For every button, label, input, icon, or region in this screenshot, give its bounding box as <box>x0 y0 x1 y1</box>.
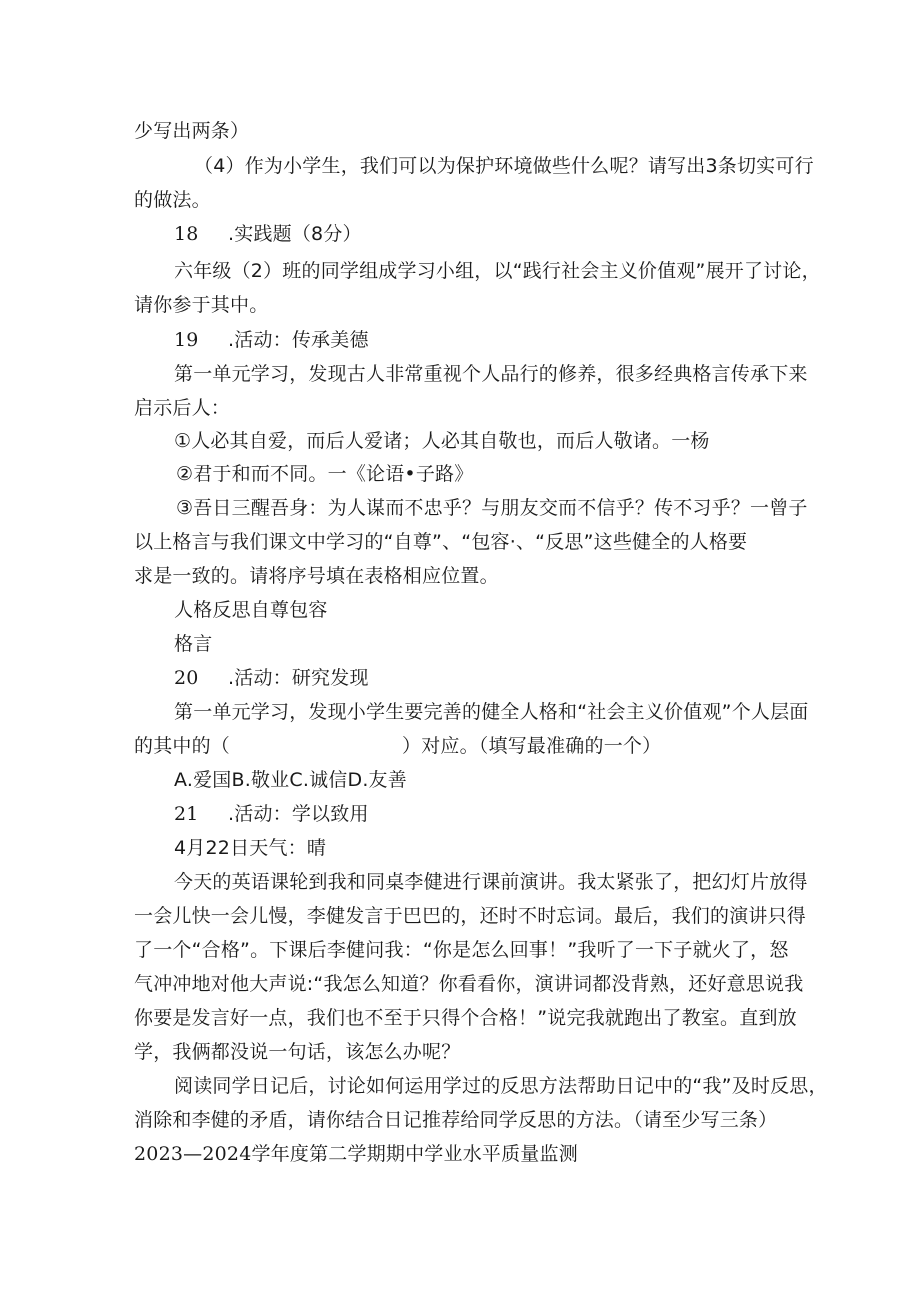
diary-line: 你要是发言好一点，我们也不至于只得个合格！”说完我就跑出了教室。直到放 <box>134 1007 797 1029</box>
text-line: 启示后人： <box>134 397 231 419</box>
diary-line: 气冲冲地对他大声说:“我怎么知道？你看看你，演讲词都没背熟，还好意思说我 <box>134 973 804 995</box>
text-line: 第一单元学习，发现小学生要完善的健全人格和“社会主义价值观”个人层面 <box>174 701 809 723</box>
maxim-1: ①人必其自爱，而后人爱诸；人必其自敬也，而后人敬诸。一杨 <box>174 430 710 452</box>
text-line: 的做法。 <box>134 189 211 211</box>
text-line: 少写出两条） <box>134 120 250 142</box>
question-title: .活动：传承美德 <box>228 329 369 351</box>
diary-line: 今天的英语课轮到我和同桌李健进行课前演讲。我太紧张了，把幻灯片放得 <box>174 871 808 893</box>
diary-line: 了一个“合格”。下课后李健问我：“你是怎么回事！”我听了一下子就火了，怒 <box>134 939 789 961</box>
question-number: 19 <box>174 329 199 351</box>
diary-line: 学，我俩都没说一句话，该怎么办呢？ <box>134 1041 461 1063</box>
question-title: .活动：学以致用 <box>228 803 369 825</box>
diary-date: 4月22日天气：晴 <box>174 837 327 859</box>
question-title: .活动：研究发现 <box>228 667 369 689</box>
maxim-2: ②君于和而不同。一《论语•子路》 <box>176 463 474 485</box>
text-line: 六年级（2）班的同学组成学习小组，以“践行社会主义价值观”展开了讨论， <box>174 260 821 282</box>
question-number: 20 <box>174 667 199 689</box>
question-4-line: （4）作为小学生，我们可以为保护环境做些什么呢？请写出3条切实可行 <box>194 155 814 177</box>
text-line: 以上格言与我们课文中学习的“自尊”、“包容·、“反思”这些健全的人格要 <box>134 531 748 553</box>
maxim-3: ③吾日三醒吾身：为人谋而不忠乎？与朋友交而不信乎？传不习乎？一曾子 <box>176 497 808 519</box>
text-line-blank-start: 的其中的（ <box>134 735 231 757</box>
text-line: 消除和李健的矛盾，请你结合日记推荐给同学反思的方法。（请至少写三条） <box>134 1109 778 1131</box>
text-line: 请你参于其中。 <box>134 294 269 316</box>
text-line: 阅读同学日记后，讨论如何运用学过的反思方法帮助日记中的“我”及时反思， <box>174 1075 828 1097</box>
answer-options: A.爱国B.敬业C.诚信D.友善 <box>174 769 407 791</box>
text-line: 第一单元学习，发现古人非常重视个人品行的修养，很多经典格言传承下来 <box>174 363 808 385</box>
question-number: 18 <box>174 223 199 245</box>
table-label-row: 格言 <box>174 633 213 655</box>
text-line-blank-end: ）对应。（填写最准确的一个） <box>402 735 662 757</box>
question-title: .实践题（8分） <box>228 223 362 245</box>
text-line: 求是一致的。请将序号填在表格相应位置。 <box>134 565 499 587</box>
diary-line: 一会儿快一会儿慢，李健发言于巴巴的，还时不时忘词。最后，我们的演讲只得 <box>134 905 807 927</box>
question-number: 21 <box>174 803 199 825</box>
table-header-row: 人格反思自尊包容 <box>174 599 328 621</box>
exam-title: 2023—2024学年度第二学期期中学业水平质量监测 <box>134 1143 578 1165</box>
